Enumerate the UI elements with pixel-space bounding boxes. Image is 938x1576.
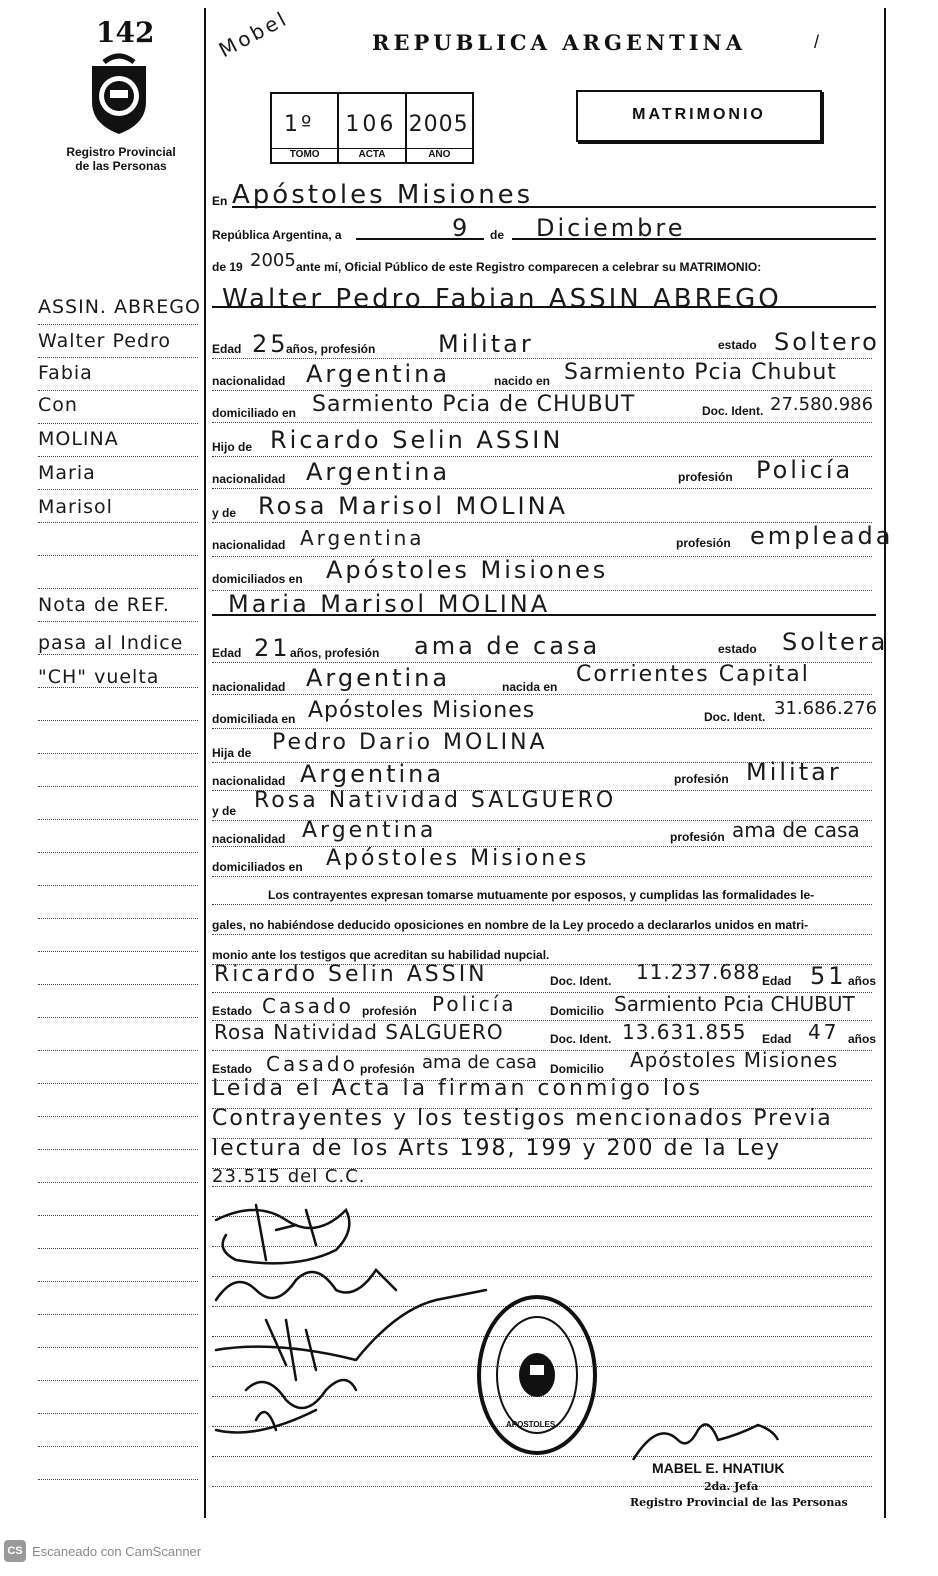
margin-rule xyxy=(38,918,198,919)
body-rule xyxy=(212,422,872,423)
margin-rule xyxy=(38,1281,198,1282)
officer-office: Registro Provincial de las Personas xyxy=(630,1496,848,1509)
scanner-text: Escaneado con CamScanner xyxy=(32,1544,202,1559)
groom-mother-nationality: Argentina xyxy=(300,526,425,550)
bride-father-nationality: Argentina xyxy=(300,760,445,788)
margin-rule xyxy=(38,1050,198,1051)
body-rule xyxy=(212,964,872,965)
de-label: de xyxy=(490,228,505,242)
groom-residence: Sarmiento Pcia de CHUBUT xyxy=(312,392,636,417)
margin-rule xyxy=(38,1017,198,1018)
body-rule xyxy=(212,846,872,847)
republica-label: República Argentina, a xyxy=(212,228,342,242)
bride-mother-profession: ama de casa xyxy=(732,818,860,842)
groom-full-name: Walter Pedro Fabian ASSIN ABREGO xyxy=(222,284,782,314)
record-box xyxy=(270,92,474,164)
margin-rule xyxy=(38,951,198,952)
corner-slash: / xyxy=(814,32,820,52)
officer-name: MABEL E. HNATIUK xyxy=(652,1460,785,1476)
margin-rule xyxy=(38,852,198,853)
margin-rule xyxy=(38,357,198,358)
body-rule xyxy=(212,992,872,993)
witness2-address: Apóstoles Misiones xyxy=(630,1048,839,1072)
body-rule xyxy=(212,556,872,557)
bride-father-profession: Militar xyxy=(746,758,842,786)
margin-rule xyxy=(38,621,198,622)
margin-rule xyxy=(38,819,198,820)
declaration-line2: gales, no habiéndose deducido oposiciones en nombre de la Ley procedo a declararlos unidos en matri- xyxy=(212,918,809,932)
body-rule xyxy=(212,590,872,591)
groom-doc-number: 27.580.986 xyxy=(770,394,874,415)
body-rule xyxy=(212,1168,872,1169)
margin-rule xyxy=(38,1380,198,1381)
witness1-profession: Policía xyxy=(432,992,517,1016)
margin-rule xyxy=(38,1446,198,1447)
margin-rule xyxy=(38,456,198,457)
country-title: REPUBLICA ARGENTINA xyxy=(372,30,747,55)
corner-note: Mobel xyxy=(214,5,293,63)
margin-rule xyxy=(38,423,198,424)
margin-rule xyxy=(38,1347,198,1348)
body-rule xyxy=(212,934,872,935)
witness2-profession: ama de casa xyxy=(422,1052,537,1073)
margin-rule xyxy=(38,1215,198,1216)
ano-value: 2005 xyxy=(408,112,469,137)
margin-note: Marisol xyxy=(38,496,113,518)
bride-father: Pedro Dario MOLINA xyxy=(272,730,548,755)
margin-note: pasa al Indice xyxy=(38,632,184,654)
margin-note: Nota de REF. xyxy=(38,594,170,616)
year-value: 2005 xyxy=(250,250,296,271)
margin-note: ASSIN. ABREGO xyxy=(38,296,201,318)
body-rule xyxy=(212,390,872,391)
body-rule xyxy=(212,904,872,905)
margin-rule xyxy=(38,1248,198,1249)
margin-rule xyxy=(38,489,198,490)
page-number: 142 xyxy=(96,16,155,49)
margin-rule xyxy=(38,720,198,721)
body-rule xyxy=(212,456,872,457)
body-rule xyxy=(212,762,872,763)
margin-rule xyxy=(38,1479,198,1480)
seal-text xyxy=(470,1290,604,1458)
body-rule xyxy=(212,662,872,663)
body-rule xyxy=(212,1108,872,1109)
en-label: En xyxy=(212,194,228,208)
margin-rule xyxy=(38,555,198,556)
body-rule xyxy=(212,694,872,695)
body-rule xyxy=(212,488,872,489)
officer-title: 2da. Jefa xyxy=(704,1480,759,1493)
bride-profession: ama de casa xyxy=(414,632,601,660)
margin-rule xyxy=(38,522,198,523)
margin-rule xyxy=(38,687,198,688)
seal-city: APOSTOLES xyxy=(506,1420,556,1429)
witness1-name: Ricardo Selin ASSIN xyxy=(214,962,488,987)
groom-birthplace: Sarmiento Pcia Chubut xyxy=(564,360,837,385)
body-rule xyxy=(212,1186,872,1187)
bride-birthplace: Corrientes Capital xyxy=(576,662,810,687)
signatures xyxy=(196,1190,496,1480)
margin-rule xyxy=(38,885,198,886)
margin-rule xyxy=(38,1182,198,1183)
groom-profession: Militar xyxy=(438,330,534,358)
margin-rule xyxy=(38,390,198,391)
act-type: MATRIMONIO xyxy=(632,106,766,123)
body-rule xyxy=(212,358,872,359)
body-rule xyxy=(212,1020,872,1021)
margin-rule xyxy=(38,753,198,754)
body-rule xyxy=(212,790,872,791)
margin-rule xyxy=(38,1116,198,1117)
bride-full-name: Maria Marisol MOLINA xyxy=(228,590,551,618)
witness2-doc: 13.631.855 xyxy=(622,1020,747,1044)
witness2-status: Casado xyxy=(266,1052,358,1076)
acta-cell xyxy=(339,94,406,162)
margin-rule xyxy=(38,786,198,787)
right-border xyxy=(884,8,886,1518)
witness1-address: Sarmiento Pcia CHUBUT xyxy=(614,992,855,1016)
closing-line1: Leida el Acta la firman conmigo los xyxy=(212,1076,703,1101)
groom-age: 25 xyxy=(252,330,289,358)
bride-parents-residence: Apóstoles Misiones xyxy=(326,846,590,871)
closing-line4: 23.515 del C.C. xyxy=(212,1166,366,1187)
bride-age: 21 xyxy=(254,634,291,662)
witness1-doc: 11.237.688 xyxy=(636,960,761,984)
body-rule xyxy=(212,522,872,523)
body-rule xyxy=(212,1138,872,1139)
tomo-cell xyxy=(272,94,339,162)
ano-label: AÑO xyxy=(407,148,472,160)
margin-rule xyxy=(38,1314,198,1315)
witness2-name: Rosa Natividad SALGUERO xyxy=(214,1020,504,1044)
ano-cell xyxy=(407,94,472,162)
scanner-badge: CS xyxy=(4,1540,26,1562)
margin-rule xyxy=(38,1083,198,1084)
acta-label: ACTA xyxy=(339,148,404,160)
act-type-box xyxy=(576,90,822,142)
margin-note: MOLINA xyxy=(38,428,119,450)
body-rule xyxy=(212,1050,872,1051)
tomo-value: 1º xyxy=(284,112,315,137)
month-value: Diciembre xyxy=(536,214,686,242)
body-rule xyxy=(212,728,872,729)
bride-civil-status: Soltera xyxy=(782,628,889,656)
margin-note: Walter Pedro xyxy=(38,330,172,352)
closing-line3: lectura de los Arts 198, 199 y 200 de la Ley xyxy=(212,1136,781,1161)
groom-father-profession: Policía xyxy=(756,456,854,484)
closing-line2: Contrayentes y los testigos mencionados Previa xyxy=(212,1106,833,1131)
tomo-label: TOMO xyxy=(272,148,337,160)
groom-parents-residence: Apóstoles Misiones xyxy=(326,556,609,584)
bride-mother: Rosa Natividad SALGUERO xyxy=(254,788,617,813)
bride-doc-number: 31.686.276 xyxy=(774,698,878,719)
margin-rule xyxy=(38,1149,198,1150)
coat-of-arms-icon xyxy=(84,52,154,138)
body-rule xyxy=(212,1080,872,1081)
groom-father: Ricardo Selin ASSIN xyxy=(270,426,564,454)
margin-note: Fabia xyxy=(38,362,93,384)
margin-rule xyxy=(38,654,198,655)
day-value: 9 xyxy=(452,214,471,242)
margin-note: "CH" vuelta xyxy=(38,666,160,688)
groom-father-nationality: Argentina xyxy=(306,458,451,486)
declaration-line3: monio ante los testigos que acreditan su habilidad nupcial. xyxy=(212,948,550,962)
bride-mother-nationality: Argentina xyxy=(302,818,437,843)
acta-value: 106 xyxy=(345,112,397,137)
year-prefix: de 19 xyxy=(212,260,243,274)
groom-mother-profession: empleada xyxy=(750,522,894,550)
groom-nationality: Argentina xyxy=(306,360,451,388)
margin-note: Con xyxy=(38,394,78,416)
witness2-age: 47 xyxy=(808,1020,840,1044)
margin-rule xyxy=(38,588,198,589)
witness1-status: Casado xyxy=(262,994,354,1018)
bride-nationality: Argentina xyxy=(306,664,451,692)
bride-residence: Apóstoles Misiones xyxy=(308,698,536,723)
body-rule xyxy=(212,876,872,877)
margin-rule xyxy=(38,1413,198,1414)
intro-text: ante mí, Oficial Público de este Registro comparecen a celebrar su MATRIMONIO: xyxy=(296,260,762,274)
margin-note: Maria xyxy=(38,462,96,484)
body-rule xyxy=(212,820,872,821)
groom-civil-status: Soltero xyxy=(774,328,880,356)
place-value: Apóstoles Misiones xyxy=(232,180,534,210)
witness1-age: 51 xyxy=(810,962,847,990)
margin-rule xyxy=(38,324,198,325)
groom-mother: Rosa Marisol MOLINA xyxy=(258,492,568,520)
body-rule xyxy=(212,1486,872,1487)
registry-name: Registro Provincial de las Personas xyxy=(66,145,176,173)
declaration-line1: Los contrayentes expresan tomarse mutuamente por esposos, y cumplidas las formalidades le- xyxy=(268,888,815,902)
margin-rule xyxy=(38,984,198,985)
